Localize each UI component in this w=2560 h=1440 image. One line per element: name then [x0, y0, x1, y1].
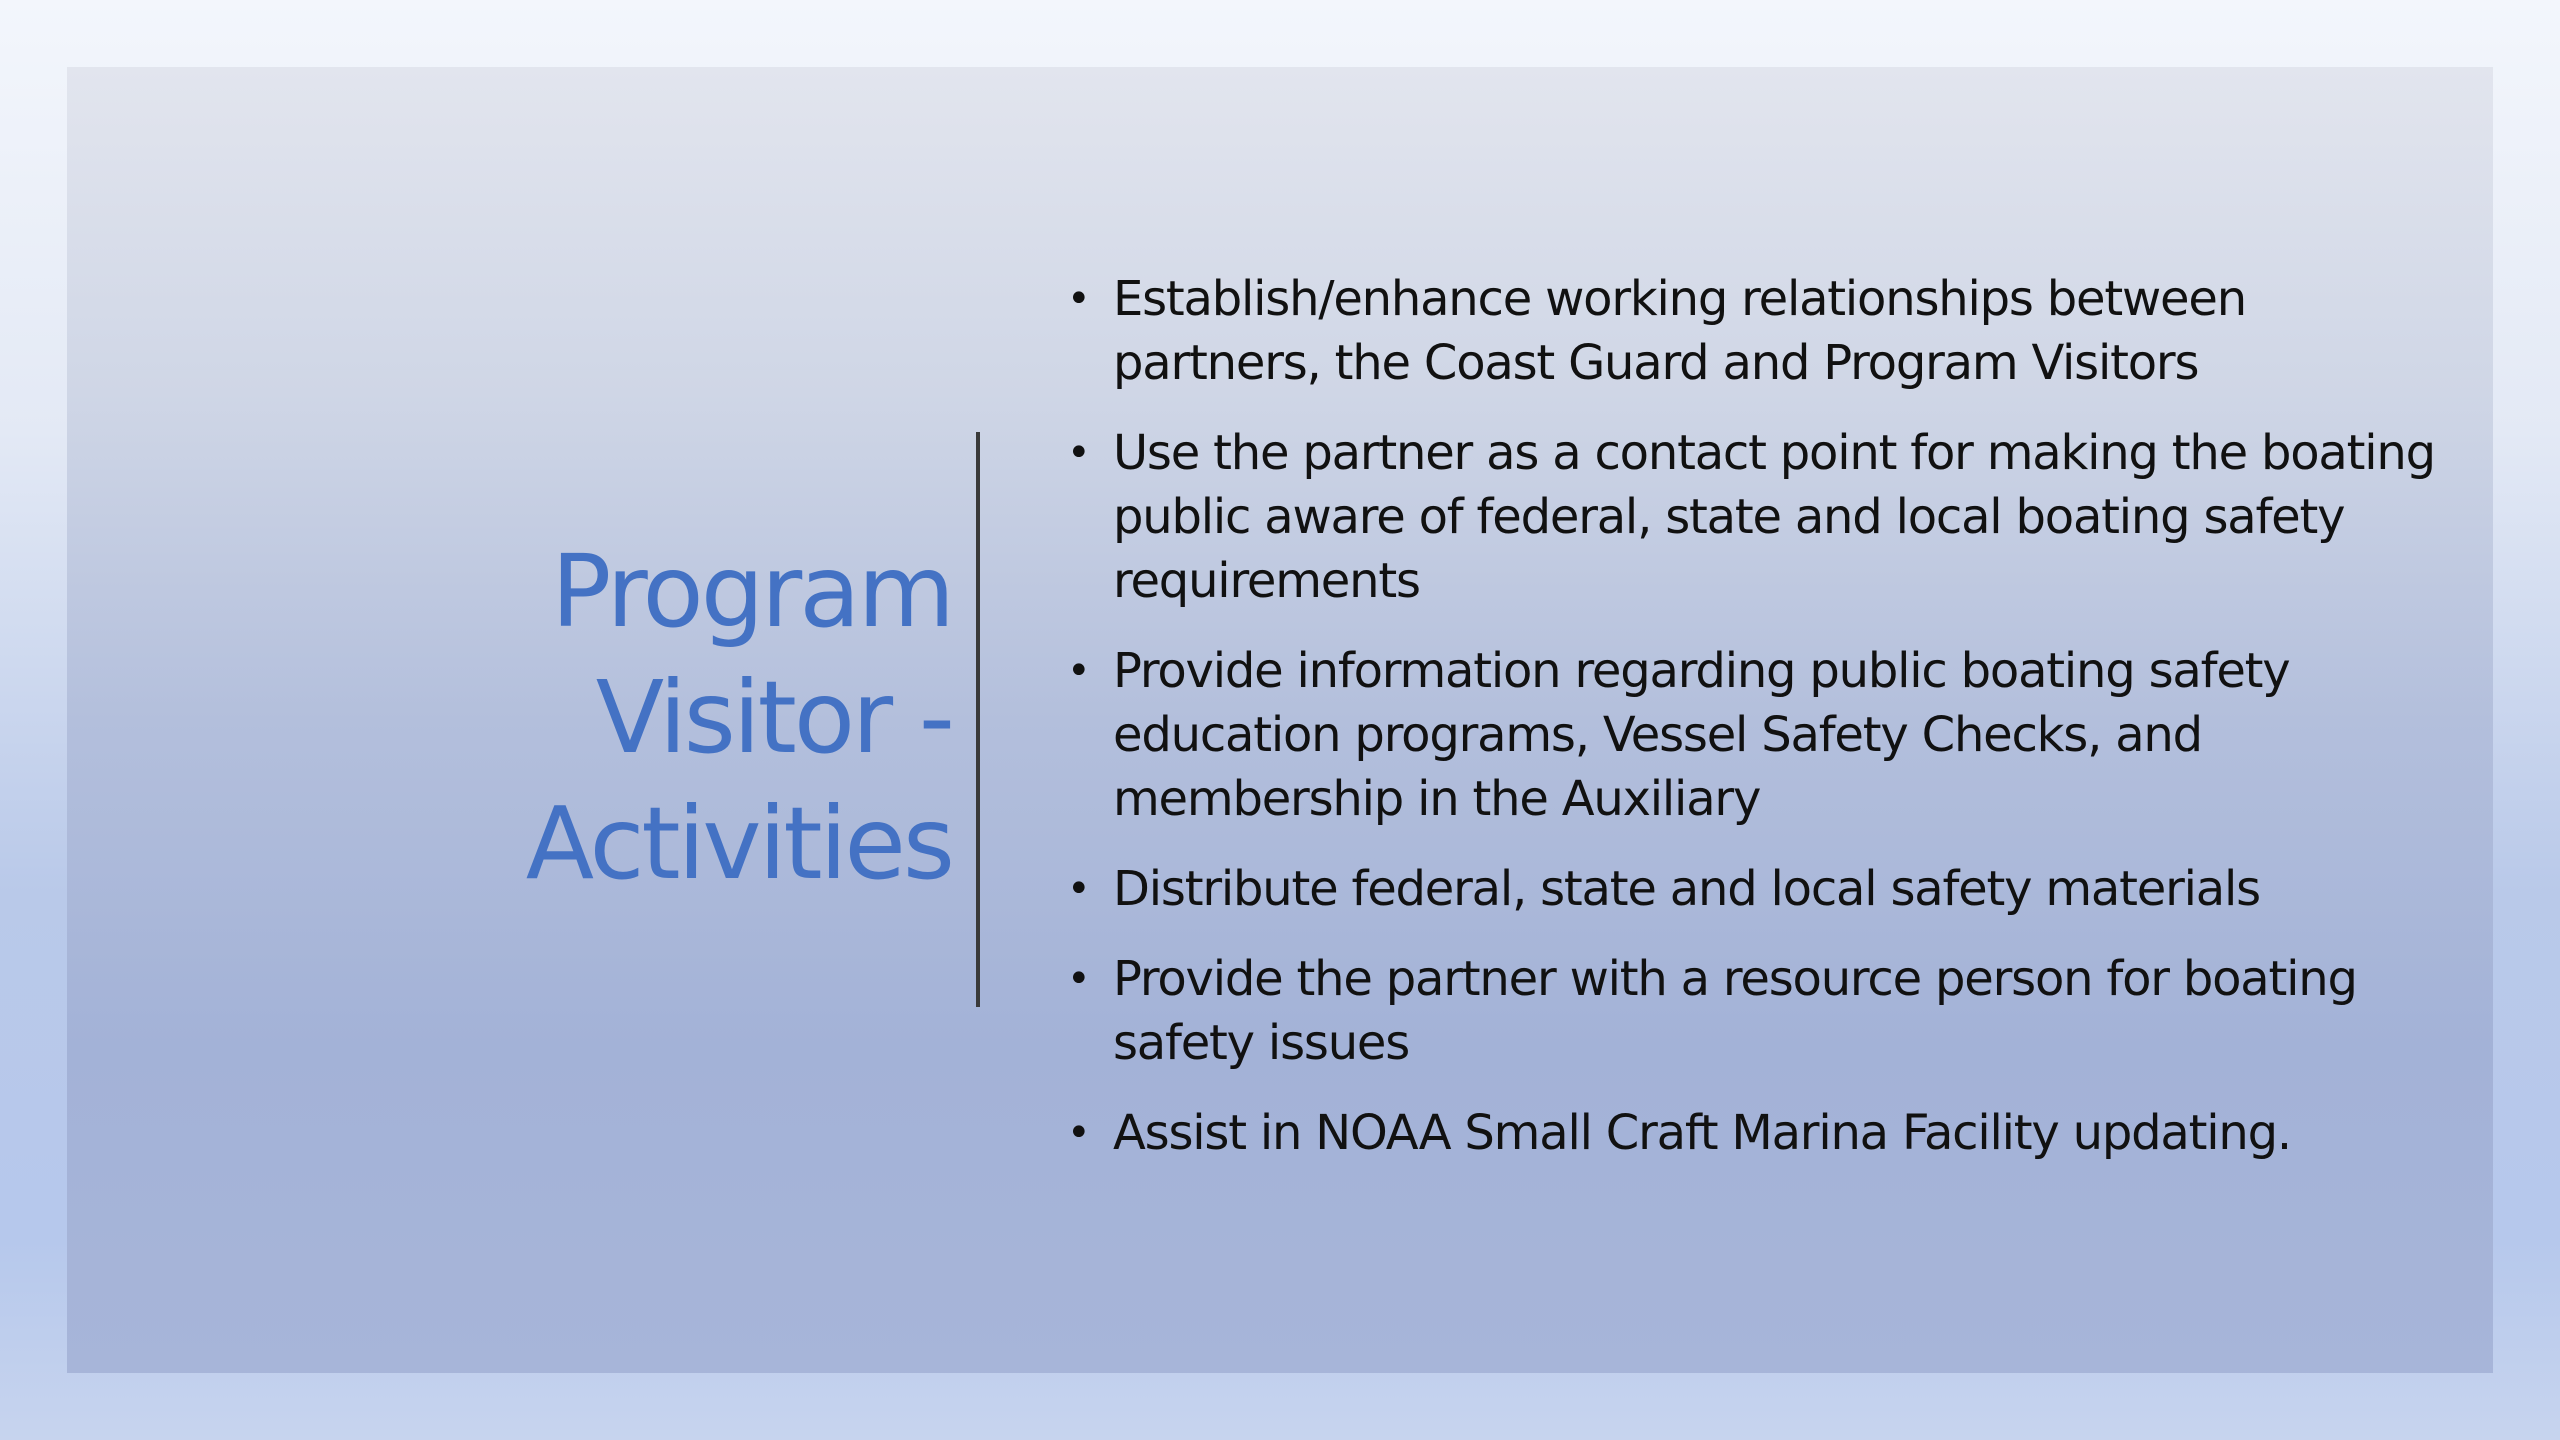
bullet-dot-icon: • [1067, 1110, 1090, 1156]
bullet-item [1067, 267, 2467, 395]
bullet-item [1067, 947, 2467, 1075]
bullet-item [1067, 421, 2467, 613]
bullet-item [1067, 639, 2467, 831]
bullet-item [1067, 1101, 2467, 1165]
bullet-dot-icon: • [1067, 866, 1090, 912]
bullet-text: Use the partner as a contact point for making the boating public aware of federal, state and local boating safety requirements [1113, 425, 2435, 609]
bullet-item [1067, 857, 2467, 921]
bullet-text: Assist in NOAA Small Craft Marina Facility updating. [1113, 1105, 2291, 1161]
bullet-text: Provide information regarding public boating safety education programs, Vessel Safety Checks, and membership in the Auxiliary [1113, 643, 2290, 827]
bullet-text: Provide the partner with a resource person for boating safety issues [1113, 951, 2357, 1071]
bullet-dot-icon: • [1067, 276, 1090, 322]
bullet-dot-icon: • [1067, 648, 1090, 694]
bullet-list [1067, 267, 2467, 1191]
bullet-text: Establish/enhance working relationships between partners, the Coast Guard and Program Visitors [1113, 271, 2246, 391]
slide [67, 67, 2493, 1373]
bullet-dot-icon: • [1067, 430, 1090, 476]
slide-title: Program Visitor - Activities [525, 533, 952, 902]
bullet-text: Distribute federal, state and local safety materials [1113, 861, 2260, 917]
bullet-dot-icon: • [1067, 956, 1090, 1002]
vertical-divider [976, 432, 980, 1007]
